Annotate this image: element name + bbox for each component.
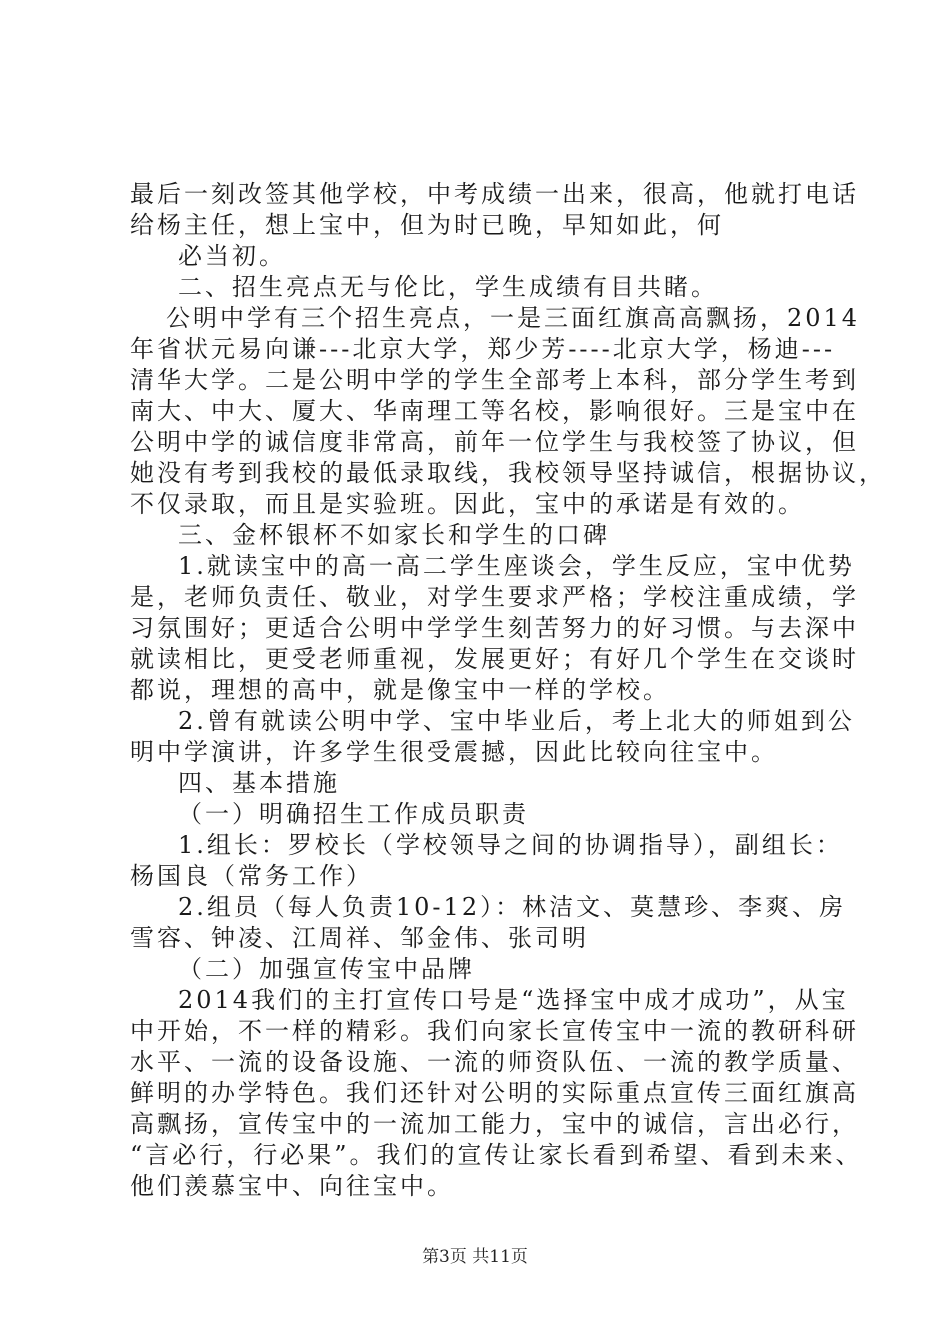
text-line: 南大、中大、厦大、华南理工等名校，影响很好。三是宝中在 <box>130 397 859 425</box>
text-line: 公明中学有三个招生亮点，一是三面红旗高高飘扬，2014 <box>166 304 861 332</box>
text-line: 都说，理想的高中，就是像宝中一样的学校。 <box>130 676 670 704</box>
text-line: 她没有考到我校的最低录取线，我校领导坚持诚信，根据协议， <box>130 459 886 487</box>
text-line: 2014我们的主打宣传口号是“选择宝中成才成功”，从宝 <box>178 986 849 1014</box>
text-line: 1.组长：罗校长（学校领导之间的协调指导），副组长： <box>178 831 843 859</box>
text-line: 2.组员（每人负责10-12）：林洁文、莫慧珍、李爽、房 <box>178 893 847 921</box>
text-line: 给杨主任，想上宝中，但为时已晚，早知如此，何 <box>130 211 724 239</box>
section-heading: 二、招生亮点无与伦比，学生成绩有目共睹。 <box>178 273 718 301</box>
text-line: 水平、一流的设备设施、一流的师资队伍、一流的教学质量、 <box>130 1048 859 1076</box>
text-line: 年省状元易向谦---北京大学，郑少芳----北京大学，杨迪--- <box>130 335 836 363</box>
text-line: 鲜明的办学特色。我们还针对公明的实际重点宣传三面红旗高 <box>130 1079 859 1107</box>
subsection-heading: （一）明确招生工作成员职责 <box>178 800 529 828</box>
text-line: 习氛围好；更适合公明中学学生刻苦努力的好习惯。与去深中 <box>130 614 859 642</box>
text-line: 公明中学的诚信度非常高，前年一位学生与我校签了协议，但 <box>130 428 859 456</box>
subsection-heading: （二）加强宣传宝中品牌 <box>178 955 475 983</box>
text-line: 就读相比，更受老师重视，发展更好；有好几个学生在交谈时 <box>130 645 859 673</box>
text-line: 2.曾有就读公明中学、宝中毕业后，考上北大的师姐到公 <box>178 707 855 735</box>
text-line: 最后一刻改签其他学校，中考成绩一出来，很高，他就打电话 <box>130 180 859 208</box>
text-line: 清华大学。二是公明中学的学生全部考上本科，部分学生考到 <box>130 366 859 394</box>
text-line: 高飘扬，宣传宝中的一流加工能力，宝中的诚信，言出必行， <box>130 1110 859 1138</box>
text-line: 杨国良（常务工作） <box>130 862 373 890</box>
text-line: “言必行，行必果”。我们的宣传让家长看到希望、看到未来、 <box>130 1141 863 1169</box>
text-line: 明中学演讲，许多学生很受震撼，因此比较向往宝中。 <box>130 738 778 766</box>
page-number-footer: 第3页 共11页 <box>422 1247 528 1267</box>
text-line: 必当初。 <box>178 242 286 270</box>
text-line: 是，老师负责任、敬业，对学生要求严格；学校注重成绩，学 <box>130 583 859 611</box>
text-line: 雪容、钟凌、江周祥、邹金伟、张司明 <box>130 924 589 952</box>
text-line: 1.就读宝中的高一高二学生座谈会，学生反应，宝中优势 <box>178 552 855 580</box>
section-heading: 三、金杯银杯不如家长和学生的口碑 <box>178 521 610 549</box>
text-line: 不仅录取，而且是实验班。因此，宝中的承诺是有效的。 <box>130 490 805 518</box>
section-heading: 四、基本措施 <box>178 769 340 797</box>
text-line: 他们羡慕宝中、向往宝中。 <box>130 1172 454 1200</box>
text-line: 中开始，不一样的精彩。我们向家长宣传宝中一流的教研科研 <box>130 1017 859 1045</box>
